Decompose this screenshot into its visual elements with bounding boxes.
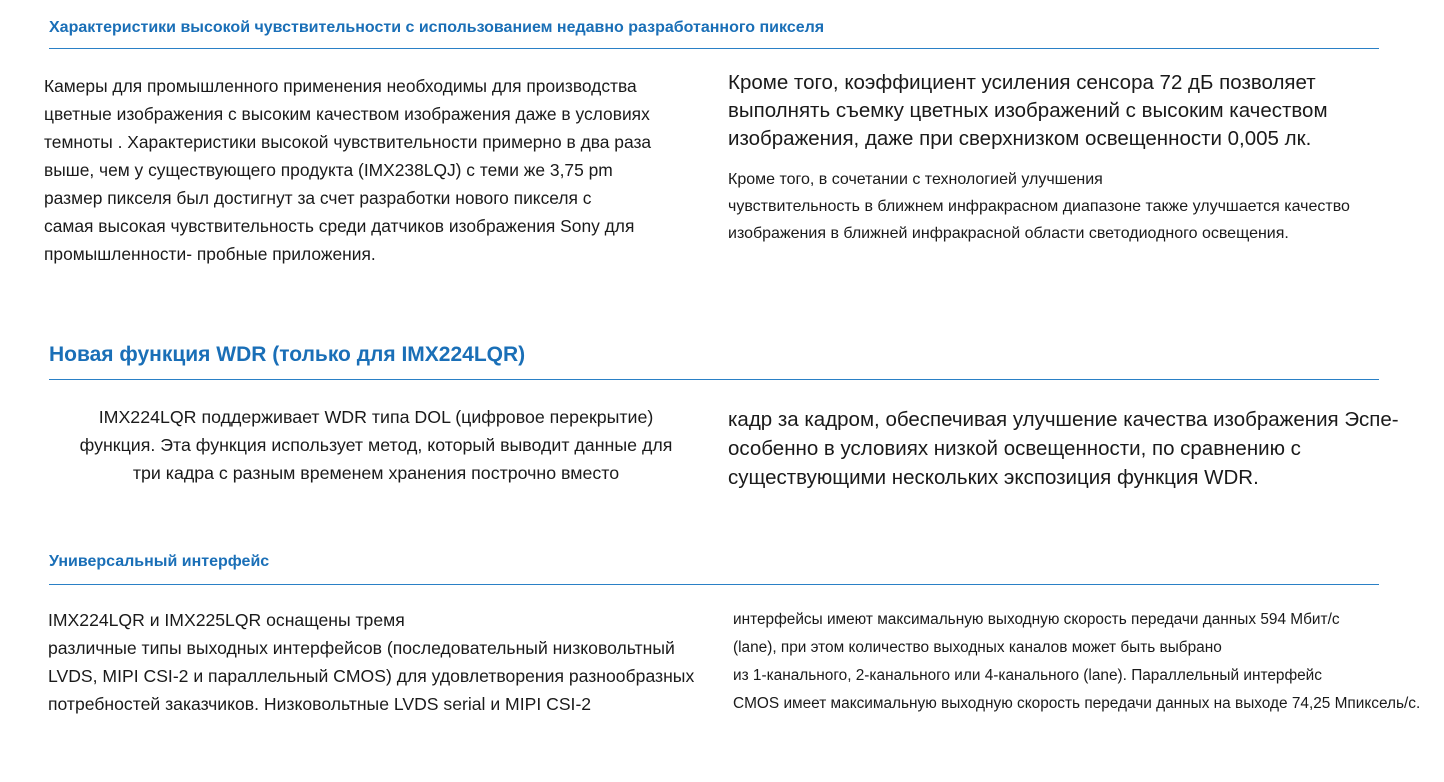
text-line: существующими нескольких экспозиция функция WDR. — [728, 466, 1259, 489]
interface-right-paragraph — [733, 606, 1420, 718]
text-line: из 1-канального, 2-канального или 4-канального (lane). Параллельный интерфейс — [733, 667, 1322, 684]
section-divider — [49, 584, 1379, 585]
wdr-left-paragraph — [48, 403, 704, 487]
text-line: самая высокая чувствительность среди датчиков изображения Sony для — [44, 216, 635, 236]
text-line: чувствительность в ближнем инфракрасном диапазоне также улучшается качество — [728, 198, 1350, 215]
text-line: изображения, даже при сверхнизком освещенности 0,005 лк. — [728, 127, 1312, 150]
text-line: темноты . Характеристики высокой чувствительности примерно в два раза — [44, 132, 652, 152]
text-line: цветные изображения с высоким качеством изображения даже в условиях — [44, 104, 650, 124]
sensitivity-right-lead-paragraph — [728, 69, 1328, 153]
text-line: выше, чем у существующего продукта (IMX238LQJ) с теми же 3,75 pm — [44, 160, 613, 180]
text-line: изображения в ближней инфракрасной области светодиодного освещения. — [728, 225, 1289, 242]
text-line: LVDS, MIPI CSI-2 и параллельный CMOS) для удовлетворения разнообразных — [48, 666, 695, 686]
text-line: три кадра с разным временем хранения построчно вместо — [132, 463, 620, 483]
section-heading-interface: Универсальный интерфейс — [49, 553, 270, 570]
text-line: IMX224LQR и IMX225LQR оснащены тремя — [48, 610, 405, 630]
wdr-right-paragraph — [728, 405, 1399, 492]
section-heading-wdr: Новая функция WDR (только для IMX224LQR) — [49, 343, 526, 366]
text-line: кадр за кадром, обеспечивая улучшение качества изображения Эспе- — [728, 408, 1399, 431]
text-line: особенно в условиях низкой освещенности, по сравнению с — [728, 437, 1301, 460]
interface-left-paragraph — [48, 606, 694, 718]
text-line: Камеры для промышленного применения необходимы для производства — [44, 76, 637, 96]
text-line: выполнять съемку цветных изображений с высоким качеством — [728, 99, 1328, 122]
text-line: Кроме того, коэффициент усиления сенсора 72 дБ позволяет — [728, 71, 1316, 94]
text-line: (lane), при этом количество выходных каналов может быть выбрано — [733, 639, 1222, 656]
sensitivity-right-paragraph — [728, 166, 1350, 247]
text-line: размер пикселя был достигнут за счет разработки нового пикселя с — [44, 188, 592, 208]
text-line: интерфейсы имеют максимальную выходную скорость передачи данных 594 Мбит/с — [733, 611, 1340, 628]
text-line: функция. Эта функция использует метод, который выводит данные для — [79, 435, 673, 455]
section-heading-sensitivity: Характеристики высокой чувствительности с использованием недавно разработанного пикселя — [49, 19, 825, 36]
sensitivity-left-paragraph — [44, 72, 651, 268]
section-divider — [49, 48, 1379, 49]
section-divider — [49, 379, 1379, 380]
text-line: различные типы выходных интерфейсов (последовательный низковольтный — [48, 638, 675, 658]
text-line: потребностей заказчиков. Низковольтные LVDS serial и MIPI CSI-2 — [48, 694, 592, 714]
text-line: промышленности- пробные приложения. — [44, 244, 376, 264]
text-line: IMX224LQR поддерживает WDR типа DOL (цифровое перекрытие) — [98, 407, 654, 427]
text-line: CMOS имеет максимальную выходную скорость передачи данных на выходе 74,25 Мпиксель/с. — [733, 695, 1421, 712]
text-line: Кроме того, в сочетании с технологией улучшения — [728, 171, 1103, 188]
